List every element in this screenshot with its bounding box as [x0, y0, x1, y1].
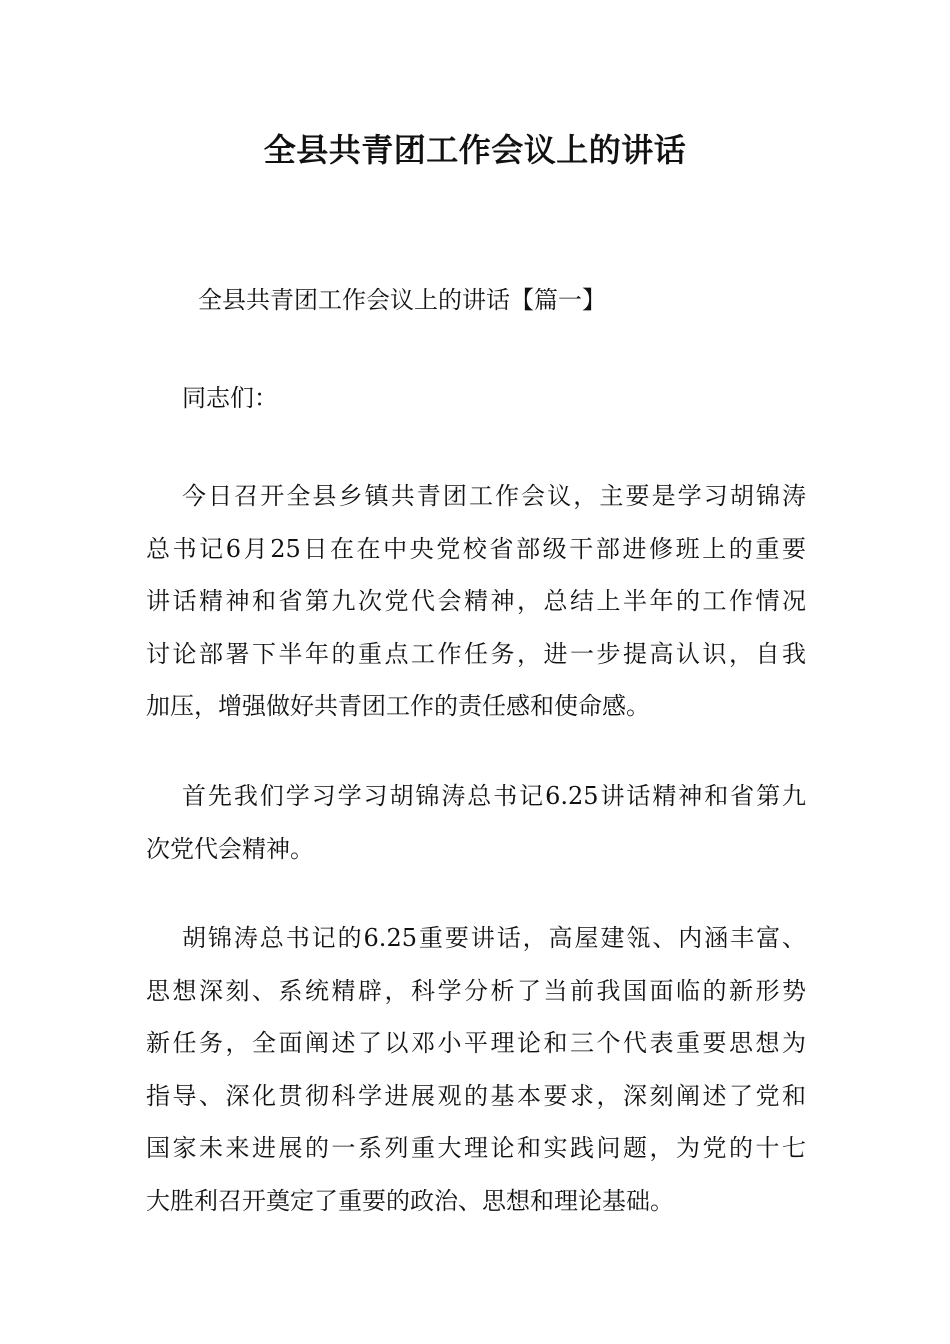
paragraph-line: 国家未来进展的一系列重大理论和实践问题，为党的十七 [146, 1134, 806, 1162]
section-subtitle: 全县共青团工作会议上的讲话【篇一】 [198, 286, 606, 314]
paragraph-line: 胡锦涛总书记的6.25重要讲话，高屋建瓴、内涵丰富、 [182, 924, 806, 952]
paragraph-line: 指导、深化贯彻科学进展观的基本要求，深刻阐述了党和 [146, 1081, 806, 1110]
document-title: 全县共青团工作会议上的讲话 [263, 131, 687, 169]
paragraph-line: 思想深刻、系统精辟，科学分析了当前我国面临的新形势 [146, 976, 806, 1005]
paragraph-line: 次党代会精神。 [146, 834, 314, 863]
paragraph-2 [146, 770, 806, 875]
paragraph-line: 今日召开全县乡镇共青团工作会议，主要是学习胡锦涛 [182, 482, 806, 510]
paragraph-3 [146, 912, 806, 1227]
paragraph-line: 首先我们学习学习胡锦涛总书记6.25讲话精神和省第九 [182, 782, 806, 810]
paragraph-line: 讲话精神和省第九次党代会精神，总结上半年的工作情况 [146, 587, 806, 615]
paragraph-line: 讨论部署下半年的重点工作任务，进一步提高认识，自我 [146, 639, 806, 668]
paragraph-line: 总书记6月25日在在中央党校省部级干部进修班上的重要 [146, 534, 806, 563]
paragraph-line: 大胜利召开奠定了重要的政治、思想和理论基础。 [146, 1186, 674, 1215]
paragraph-line: 加压，增强做好共青团工作的责任感和使命感。 [146, 692, 650, 720]
greeting: 同志们： [182, 384, 278, 412]
paragraph-1 [146, 470, 806, 733]
paragraph-line: 新任务，全面阐述了以邓小平理论和三个代表重要思想为 [146, 1029, 806, 1057]
